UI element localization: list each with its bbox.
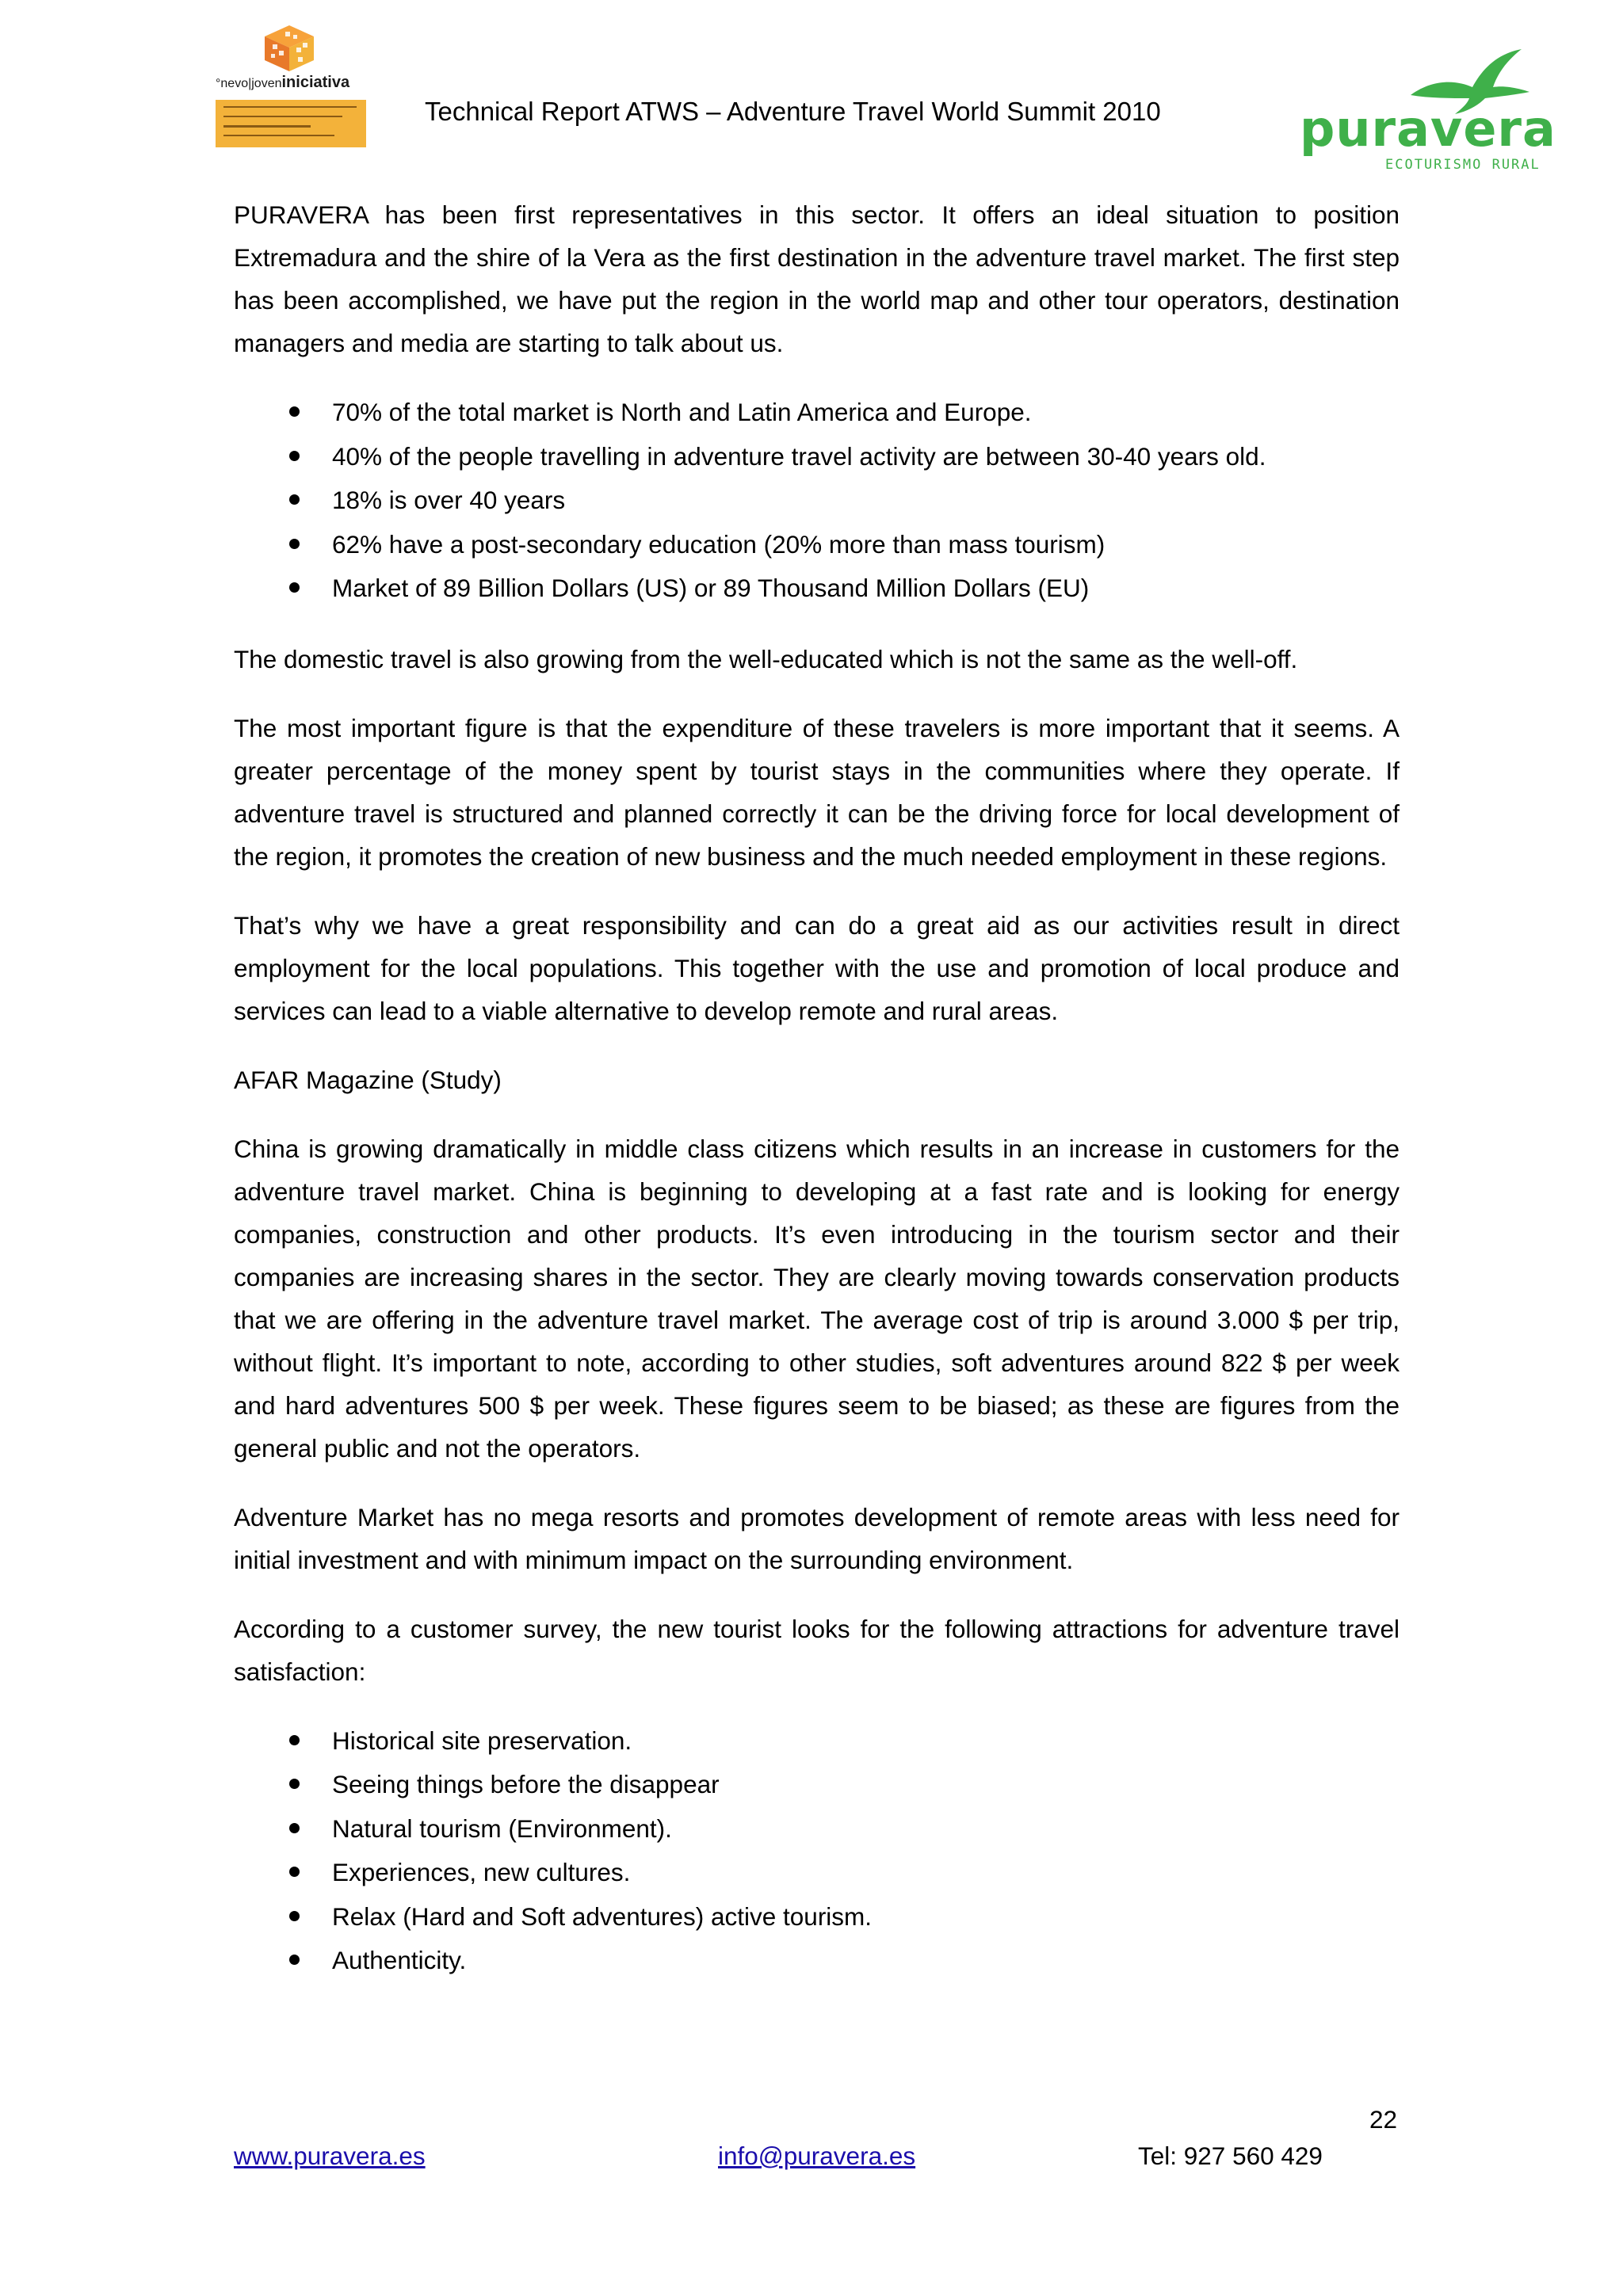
domestic-travel-paragraph: The domestic travel is also growing from the well-educated which is not the same as the well-off. xyxy=(234,644,1298,673)
page-number: 22 xyxy=(1369,2105,1398,2134)
adventure-market-paragraph: Adventure Market has no mega resorts and promotes development of remote areas with less need for initial investment and with minimum impact on the surrounding environment. xyxy=(234,1502,1400,1574)
nevo-joven-iniciativa-logo xyxy=(214,24,369,149)
bullet-icon xyxy=(289,539,300,549)
bullet-icon xyxy=(289,1911,300,1921)
puravera-wordmark: puravera xyxy=(1300,100,1556,158)
list-item: Historical site preservation. xyxy=(234,1719,1400,1764)
puravera-logo xyxy=(1292,46,1556,173)
left-logo-name: iniciativa xyxy=(281,74,350,91)
attractions-list xyxy=(234,1719,1400,1983)
market-stats-list xyxy=(234,391,1400,611)
bullet-icon xyxy=(289,451,300,461)
left-logo-brand-text xyxy=(216,74,371,92)
bullet-icon xyxy=(289,582,300,593)
left-logo-banner xyxy=(216,100,366,147)
list-item: Relax (Hard and Soft adventures) active tourism. xyxy=(234,1895,1400,1939)
phone-number: Tel: 927 560 429 xyxy=(1138,2142,1323,2170)
survey-paragraph: According to a customer survey, the new tourist looks for the following attractions for adventure travel satisfaction: xyxy=(234,1614,1400,1686)
bullet-icon xyxy=(289,494,300,505)
list-item: 40% of the people travelling in adventure travel activity are between 30-40 years old. xyxy=(234,435,1400,479)
bullet-icon xyxy=(289,1867,300,1877)
list-item: 62% have a post-secondary education (20% more than mass tourism) xyxy=(234,523,1400,567)
bullet-icon xyxy=(289,406,300,417)
document-body xyxy=(234,193,1400,2010)
list-item: Market of 89 Billion Dollars (US) or 89 Thousand Million Dollars (EU) xyxy=(234,566,1400,611)
list-item: Experiences, new cultures. xyxy=(234,1851,1400,1895)
china-paragraph: China is growing dramatically in middle class citizens which results in an increase in customers for the adventure travel market. China is beginning to developing at a fast rate and is looking for energy companies, construction and other products. It’s even introducing in the tourism sector and their companies are increasing shares in the sector. They are clearly moving towards conservation products that we are offering in the adventure travel market. The average cost of trip is around 3.000 $ per trip, without flight. It’s important to note, according to other studies, soft adventures around 822 $ per week and hard adventures 500 $ per week. These figures seem to be biased; as these are figures from the general public and not the operators. xyxy=(234,1134,1400,1463)
bullet-icon xyxy=(289,1735,300,1745)
bullet-icon xyxy=(289,1955,300,1965)
intro-paragraph: PURAVERA has been first representatives in this sector. It offers an ideal situation to position Extremadura and the shire of la Vera as the first destination in the adventure travel market. The first step has been accomplished, we have put the region in the world map and other tour operators, destination managers and media are starting to talk about us. xyxy=(234,200,1400,357)
puravera-tagline: ECOTURISMO RURAL xyxy=(1385,157,1541,173)
responsibility-paragraph: That’s why we have a great responsibility and can do a great aid as our activities result in direct employment for the local populations. This together with the use and promotion of local produce and services can lead to a viable alternative to develop remote and rural areas. xyxy=(234,910,1400,1025)
list-item: Seeing things before the disappear xyxy=(234,1763,1400,1807)
expenditure-paragraph: The most important figure is that the expenditure of these travelers is more important that it seems. A greater percentage of the money spent by tourist stays in the communities where they operate. If adventure travel is structured and planned correctly it can be the driving force for local development of the region, it promotes the creation of new business and the much needed employment in these regions. xyxy=(234,713,1400,871)
website-link[interactable]: www.puravera.es xyxy=(234,2142,426,2170)
email-link[interactable]: info@puravera.es xyxy=(718,2142,916,2170)
list-item: Authenticity. xyxy=(234,1939,1400,1983)
list-item: 18% is over 40 years xyxy=(234,479,1400,523)
left-logo-prefix: °nevo|joven xyxy=(216,77,282,90)
bullet-icon xyxy=(289,1823,300,1833)
report-title: Technical Report ATWS – Adventure Travel World Summit 2010 xyxy=(425,97,1161,126)
afar-heading: AFAR Magazine (Study) xyxy=(234,1065,502,1094)
orange-cube-icon xyxy=(262,24,317,73)
list-item: 70% of the total market is North and Latin America and Europe. xyxy=(234,391,1400,435)
list-item: Natural tourism (Environment). xyxy=(234,1807,1400,1852)
bullet-icon xyxy=(289,1779,300,1789)
